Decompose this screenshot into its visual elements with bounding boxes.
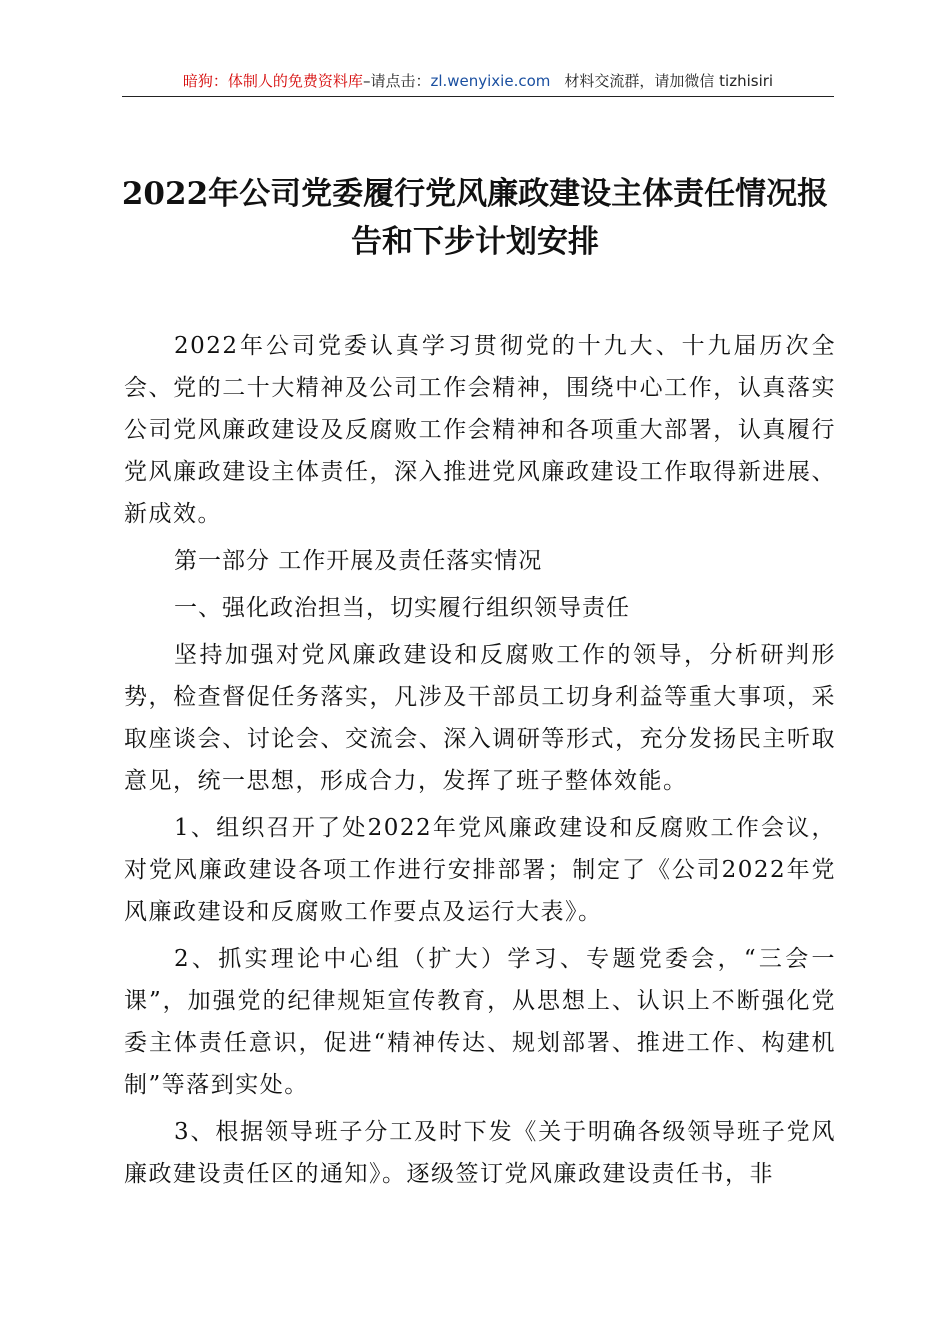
list-item: 2、抓实理论中心组（扩大）学习、专题党委会，“三会一课”，加强党的纪律规矩宣传教育，从思想上、认识上不断强化党委主体责任意识，促进“精神传达、规划部署、推进工作、构建机制”等落到实处。 [124, 946, 836, 1098]
header-url-link[interactable]: zl.wenyixie.com [430, 72, 551, 90]
header-click-prefix: –请点击： [362, 72, 431, 90]
list-item: 1、组织召开了处2022年党风廉政建设和反腐败工作会议，对党风廉政建设各项工作进行安排部署；制定了《公司2022年党风廉政建设和反腐败工作要点及运行大表》。 [124, 815, 836, 925]
section1-heading: 一、强化政治担当，切实履行组织领导责任 [174, 595, 630, 621]
section1-paragraph: 坚持加强对党风廉政建设和反腐败工作的领导，分析研判形势，检查督促任务落实，凡涉及干部员工切身利益等重大事项，采取座谈会、讨论会、交流会、深入调研等形式，充分发扬民主听取意见，统一思想，形成合力，发挥了班子整体效能。 [124, 642, 836, 794]
document-body [124, 325, 836, 1200]
page-header [122, 70, 834, 97]
header-contact: 材料交流群，请加微信 tizhisiri [564, 72, 774, 90]
document-title: 2022年公司党委履行党风廉政建设主体责任情况报告和下步计划安排 [121, 176, 829, 260]
list-item: 3、根据领导班子分工及时下发《关于明确各级领导班子党风廉政建设责任区的通知》。逐级签订党风廉政建设责任书，非 [124, 1119, 836, 1187]
part1-heading: 第一部分 工作开展及责任落实情况 [174, 548, 543, 574]
header-source: 暗狗：体制人的免费资料库 [182, 72, 363, 90]
intro-paragraph: 2022年公司党委认真学习贯彻党的十九大、十九届历次全会、党的二十大精神及公司工作会精神，围绕中心工作，认真落实公司党风廉政建设及反腐败工作会精神和各项重大部署，认真履行党风廉政建设主体责任，深入推进党风廉政建设工作取得新进展、新成效。 [124, 333, 836, 527]
